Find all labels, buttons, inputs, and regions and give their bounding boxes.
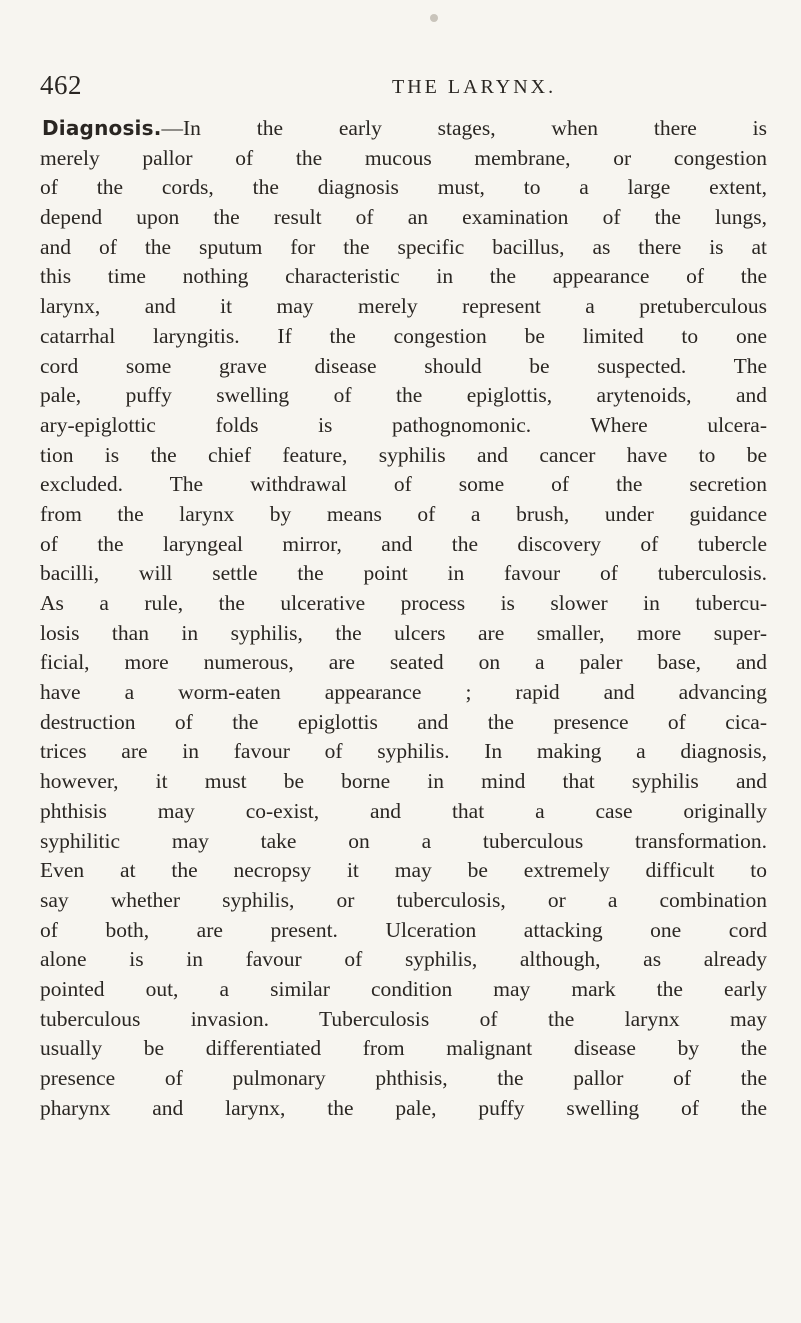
text-line: losis than in syphilis, the ulcers are smaller, more super- xyxy=(40,620,767,645)
text-line: usually be differentiated from malignant disease by the xyxy=(40,1036,767,1061)
text-line: pale, puffy swelling of the epiglottis, arytenoids, and xyxy=(40,383,767,408)
page-mark xyxy=(430,14,438,22)
text-line: pointed out, a similar condition may mark the early xyxy=(40,976,767,1001)
text-line: and of the sputum for the specific bacillus, as there is at xyxy=(40,234,767,259)
text-line: have a worm-eaten appearance ; rapid and advancing xyxy=(40,680,767,705)
text-line: syphilitic may take on a tuberculous transformation. xyxy=(40,828,767,853)
page-header xyxy=(40,70,770,110)
text-line: depend upon the result of an examination of the lungs, xyxy=(40,205,767,230)
text-line-content: —In the early stages, when there is xyxy=(161,116,767,140)
text-line: trices are in favour of syphilis. In making a diagnosis, xyxy=(40,739,767,764)
body-text xyxy=(40,114,767,1123)
text-line: presence of pulmonary phthisis, the pallor of the xyxy=(40,1066,767,1090)
text-line: ficial, more numerous, are seated on a paler base, and xyxy=(40,650,767,675)
text-line: bacilli, will settle the point in favour of tuberculosis. xyxy=(40,561,767,586)
text-line: tion is the chief feature, syphilis and cancer have to be xyxy=(40,442,767,467)
text-line: larynx, and it may merely represent a pretuberculous xyxy=(40,294,767,319)
running-head: THE LARYNX. xyxy=(392,76,557,98)
text-line: of both, are present. Ulceration attacking one cord xyxy=(40,917,767,942)
text-line: from the larynx by means of a brush, under guidance xyxy=(40,501,767,526)
text-line: cord some grave disease should be suspected. The xyxy=(40,353,767,378)
text-line: say whether syphilis, or tuberculosis, or a combination xyxy=(40,887,767,912)
page-number: 462 xyxy=(40,70,82,100)
text-line: however, it must be borne in mind that syphilis and xyxy=(40,769,767,794)
text-line xyxy=(40,114,767,144)
text-line: of the laryngeal mirror, and the discovery of tubercle xyxy=(40,531,767,556)
text-line: catarrhal laryngitis. If the congestion be limited to one xyxy=(40,323,767,348)
text-line: merely pallor of the mucous membrane, or congestion xyxy=(40,145,767,170)
text-line: As a rule, the ulcerative process is slower in tubercu- xyxy=(40,591,767,615)
text-line: destruction of the epiglottis and the presence of cica- xyxy=(40,709,767,734)
text-line: tuberculous invasion. Tuberculosis of the larynx may xyxy=(40,1006,767,1031)
text-line: alone is in favour of syphilis, although, as already xyxy=(40,947,767,972)
text-line: this time nothing characteristic in the appearance of the xyxy=(40,264,767,289)
text-line: of the cords, the diagnosis must, to a large extent, xyxy=(40,175,767,200)
text-line: phthisis may co-exist, and that a case originally xyxy=(40,798,767,823)
section-heading: Diagnosis. xyxy=(42,116,162,140)
text-line: Even at the necropsy it may be extremely difficult to xyxy=(40,858,767,883)
text-line: ary-epiglottic folds is pathognomonic. Where ulcera- xyxy=(40,412,767,437)
text-line: pharynx and larynx, the pale, puffy swelling of the xyxy=(40,1095,767,1120)
text-line: excluded. The withdrawal of some of the secretion xyxy=(40,472,767,497)
